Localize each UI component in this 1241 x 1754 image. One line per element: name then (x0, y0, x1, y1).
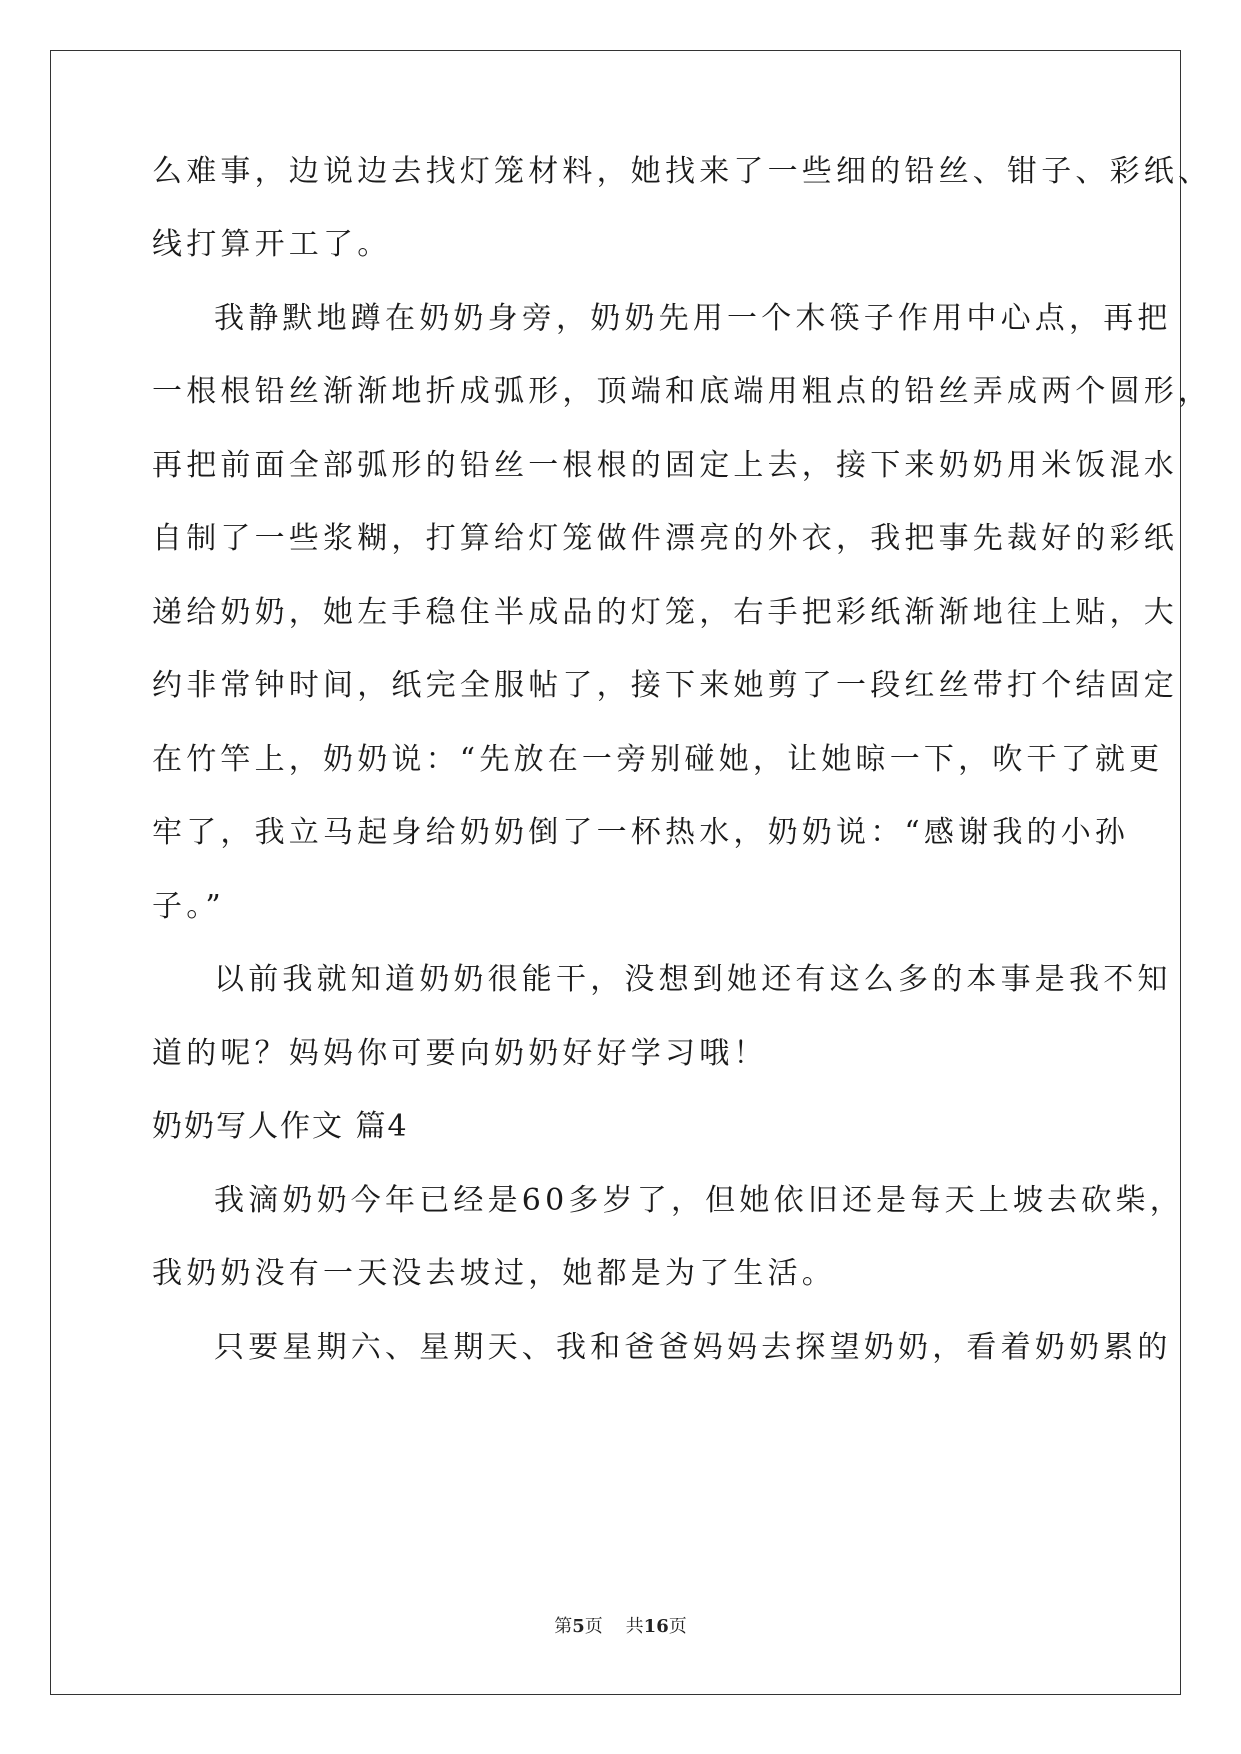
page-number: 5 (572, 1616, 585, 1637)
paragraph-line: 我滴奶奶今年已经是60多岁了，但她依旧还是每天上坡去砍柴， (214, 1183, 1184, 1218)
page-suffix: 页 (584, 1616, 603, 1637)
paragraph-line: 线打算开工了。 (152, 227, 392, 262)
paragraph-line: 以前我就知道奶奶很能干，没想到她还有这么多的本事是我不知 (214, 962, 1172, 997)
paragraph-line: 我奶奶没有一天没去坡过，她都是为了生活。 (152, 1256, 836, 1291)
paragraph-line: 子。” (152, 889, 225, 924)
total-pages: 16 (643, 1616, 669, 1637)
paragraph-line: 么难事，边说边去找灯笼材料，她找来了一些细的铅丝、钳子、彩纸、 (152, 154, 1213, 189)
page-border (50, 50, 1181, 1695)
total-prefix: 共 (625, 1616, 644, 1637)
paragraph-line: 道的呢？妈妈你可要向奶奶好好学习哦！ (152, 1036, 768, 1071)
paragraph-line: 再把前面全部弧形的铅丝一根根的固定上去，接下来奶奶用米饭混水 (152, 448, 1178, 483)
paragraph-line: 我静默地蹲在奶奶身旁，奶奶先用一个木筷子作用中心点，再把 (214, 301, 1172, 336)
page-footer (0, 1612, 1241, 1638)
paragraph-line: 在竹竿上，奶奶说：“先放在一旁别碰她，让她晾一下，吹干了就更 (152, 742, 1164, 777)
total-suffix: 页 (668, 1616, 687, 1637)
section-heading: 奶奶写人作文 篇4 (152, 1109, 409, 1144)
paragraph-line: 牢了，我立马起身给奶奶倒了一杯热水，奶奶说：“感谢我的小孙 (152, 815, 1130, 850)
paragraph-line: 约非常钟时间，纸完全服帖了，接下来她剪了一段红丝带打个结固定 (152, 668, 1178, 703)
paragraph-line: 一根根铅丝渐渐地折成弧形，顶端和底端用粗点的铅丝弄成两个圆形， (152, 374, 1213, 409)
paragraph-line: 递给奶奶，她左手稳住半成品的灯笼，右手把彩纸渐渐地往上贴，大 (152, 595, 1178, 630)
paragraph-line: 自制了一些浆糊，打算给灯笼做件漂亮的外衣，我把事先裁好的彩纸 (152, 521, 1178, 556)
page-prefix: 第 (554, 1616, 573, 1637)
paragraph-line: 只要星期六、星期天、我和爸爸妈妈去探望奶奶，看着奶奶累的 (214, 1330, 1172, 1365)
